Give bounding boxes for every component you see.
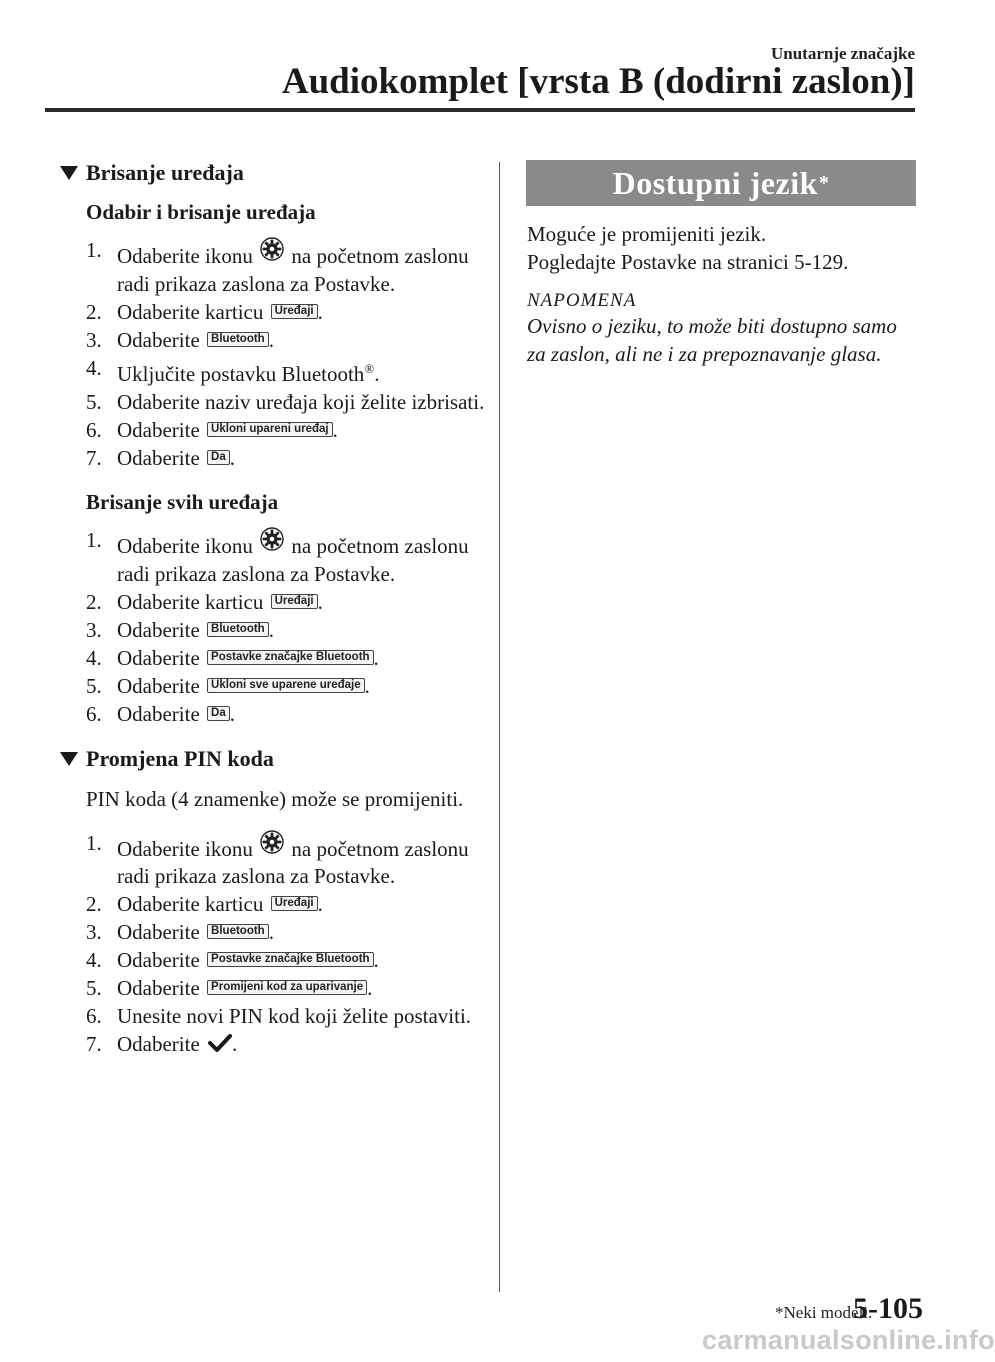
step-number: 4.: [86, 645, 102, 670]
gear-icon: [260, 237, 284, 269]
step-text: .: [317, 892, 323, 916]
header-rule: [45, 108, 915, 112]
ui-button-postavke-zna-ajke-bluetooth: Postavke značajke Bluetooth: [207, 650, 374, 665]
page-title: Audiokomplet [vrsta B (dodirni zaslon)]: [281, 61, 915, 102]
list-item: [86, 891, 486, 919]
list-item: [86, 299, 486, 327]
pin-intro-text: PIN koda (4 znamenke) može se promijeniti.: [86, 787, 464, 811]
ui-button-ure-aji: Uređaji: [271, 896, 318, 911]
step-number: 1.: [86, 830, 102, 855]
step-text: Odaberite: [117, 327, 200, 352]
section-heading-change-pin: [60, 746, 486, 772]
subheading-delete-all: Brisanje svih uređaja: [86, 490, 279, 514]
step-number: 5.: [86, 976, 102, 1000]
step-text: .: [229, 445, 235, 470]
list-item: [86, 589, 486, 617]
step-number: 4.: [86, 355, 102, 380]
list-item: [86, 975, 486, 1003]
triangle-down-icon: [60, 166, 78, 180]
language-line-1: Moguće je promijeniti jezik.: [527, 222, 767, 246]
step-text: .: [317, 589, 323, 614]
step-text: .: [367, 976, 373, 1000]
ui-button-bluetooth: Bluetooth: [207, 924, 269, 939]
section-title: Brisanje uređaja: [86, 160, 244, 185]
step-text: .: [364, 673, 370, 698]
step-text: na početnom zaslonu radi prikaza zaslona za Postavke.: [117, 836, 469, 888]
note-heading: NAPOMENA: [527, 290, 637, 311]
list-item: [86, 355, 486, 389]
step-text: na početnom zaslonu radi prikaza zaslona za Postavke.: [117, 244, 469, 296]
step-text: Odaberite: [117, 645, 200, 670]
step-text: Odaberite: [117, 417, 200, 442]
step-number: 3.: [86, 617, 102, 642]
step-text: Unesite novi PIN kod koji želite postaviti.: [117, 1004, 472, 1028]
footnote: *Neki modeli.: [775, 1303, 873, 1322]
list-item: [86, 701, 486, 729]
ui-button-ukloni-sve-uparene-ure-aje: Ukloni sve uparene uređaje: [207, 678, 365, 693]
section-banner-language: [526, 160, 916, 206]
step-number: 2.: [86, 892, 102, 916]
list-item: [86, 1031, 486, 1061]
list-item: [86, 830, 486, 891]
step-text: .: [374, 361, 380, 386]
step-number: 1.: [86, 238, 102, 262]
step-text: Odaberite: [117, 617, 200, 642]
steps-list-delete-all: [86, 527, 486, 728]
step-text: .: [268, 920, 274, 944]
step-text: na početnom zaslonu radi prikaza zaslona za Postavke.: [117, 534, 469, 586]
right-column: [527, 160, 916, 368]
step-text: Uključite postavku Bluetooth: [117, 361, 365, 386]
step-text: Odaberite naziv uređaja koji želite izbrisati.: [117, 389, 485, 414]
list-item: [86, 617, 486, 645]
list-item: [86, 445, 486, 473]
step-text: Odaberite: [117, 701, 200, 726]
column-divider: [499, 162, 500, 1292]
step-text: Odaberite karticu: [117, 892, 264, 916]
step-number: 5.: [86, 673, 102, 698]
list-item: [86, 947, 486, 975]
list-item: [86, 645, 486, 673]
ui-button-ukloni-upareni-ure-aj: Ukloni upareni uređaj: [207, 422, 333, 437]
steps-list-change-pin: [86, 830, 486, 1061]
step-text: Odaberite karticu: [117, 299, 264, 324]
subheading-select-delete: Odabir i brisanje uređaja: [86, 200, 316, 224]
step-number: 1.: [86, 528, 102, 552]
step-text: Odaberite: [117, 920, 200, 944]
step-text: .: [232, 1032, 238, 1056]
step-text: Odaberite ikonu: [117, 836, 253, 861]
checkmark-icon: [208, 1033, 232, 1061]
list-item: [86, 417, 486, 445]
step-number: 5.: [86, 389, 102, 414]
step-number: 6.: [86, 417, 102, 442]
section-heading-delete-devices: [60, 160, 486, 186]
page-number: 5-105: [853, 1292, 923, 1325]
list-item: [86, 919, 486, 947]
section-title: Promjena PIN koda: [86, 746, 274, 771]
step-text: Odaberite ikonu: [117, 244, 253, 268]
ui-button-bluetooth: Bluetooth: [207, 332, 269, 347]
header-subtitle: Unutarnje značajke: [770, 44, 915, 63]
list-item: [86, 237, 486, 298]
gear-icon: [260, 830, 284, 862]
step-text: Odaberite: [117, 445, 200, 470]
list-item: [86, 673, 486, 701]
ui-button-postavke-zna-ajke-bluetooth: Postavke značajke Bluetooth: [207, 952, 374, 967]
ui-button-promijeni-kod-za-uparivanje: Promijeni kod za uparivanje: [207, 980, 367, 995]
step-number: 7.: [86, 1032, 102, 1056]
ui-button-bluetooth: Bluetooth: [207, 622, 269, 637]
asterisk-mark: *: [818, 171, 830, 194]
note-text: Ovisno o jeziku, to može biti dostupno samo za zaslon, ali ne i za prepoznavanje glasa.: [527, 314, 897, 366]
step-text: Odaberite: [117, 948, 200, 972]
step-text: .: [373, 948, 379, 972]
step-text: .: [373, 645, 379, 670]
step-text: .: [332, 417, 338, 442]
list-item: [86, 527, 486, 588]
step-text: Odaberite: [117, 673, 200, 698]
list-item: [86, 1003, 486, 1031]
step-text: .: [317, 299, 323, 324]
banner-title: Dostupni jezik: [612, 164, 818, 201]
list-item: [86, 327, 486, 355]
step-number: 7.: [86, 445, 102, 470]
step-number: 4.: [86, 948, 102, 972]
ui-button-ure-aji: Uređaji: [271, 594, 318, 609]
step-number: 2.: [86, 299, 102, 324]
ui-button-da: Da: [207, 706, 230, 721]
gear-icon: [260, 527, 284, 559]
step-text: .: [268, 617, 274, 642]
step-text: Odaberite karticu: [117, 589, 264, 614]
steps-list-select-delete: [86, 237, 486, 472]
step-number: 2.: [86, 589, 102, 614]
step-text: Odaberite ikonu: [117, 534, 253, 558]
list-item: [86, 389, 486, 417]
left-column: [86, 160, 486, 1079]
step-text: Odaberite: [117, 976, 200, 1000]
step-number: 3.: [86, 920, 102, 944]
step-number: 6.: [86, 1004, 102, 1028]
step-text: .: [229, 701, 235, 726]
language-text: [527, 221, 916, 276]
ui-button-da: Da: [207, 450, 230, 465]
language-line-2: Pogledajte Postavke na stranici 5-129.: [527, 249, 849, 274]
registered-mark: ®: [364, 360, 375, 376]
watermark: carmanualsonline.info: [702, 1325, 995, 1355]
step-text: Odaberite: [117, 1032, 200, 1056]
ui-button-ure-aji: Uređaji: [271, 304, 318, 319]
step-text: .: [268, 327, 274, 352]
step-number: 3.: [86, 327, 102, 352]
step-number: 6.: [86, 701, 102, 726]
triangle-down-icon: [60, 752, 78, 766]
